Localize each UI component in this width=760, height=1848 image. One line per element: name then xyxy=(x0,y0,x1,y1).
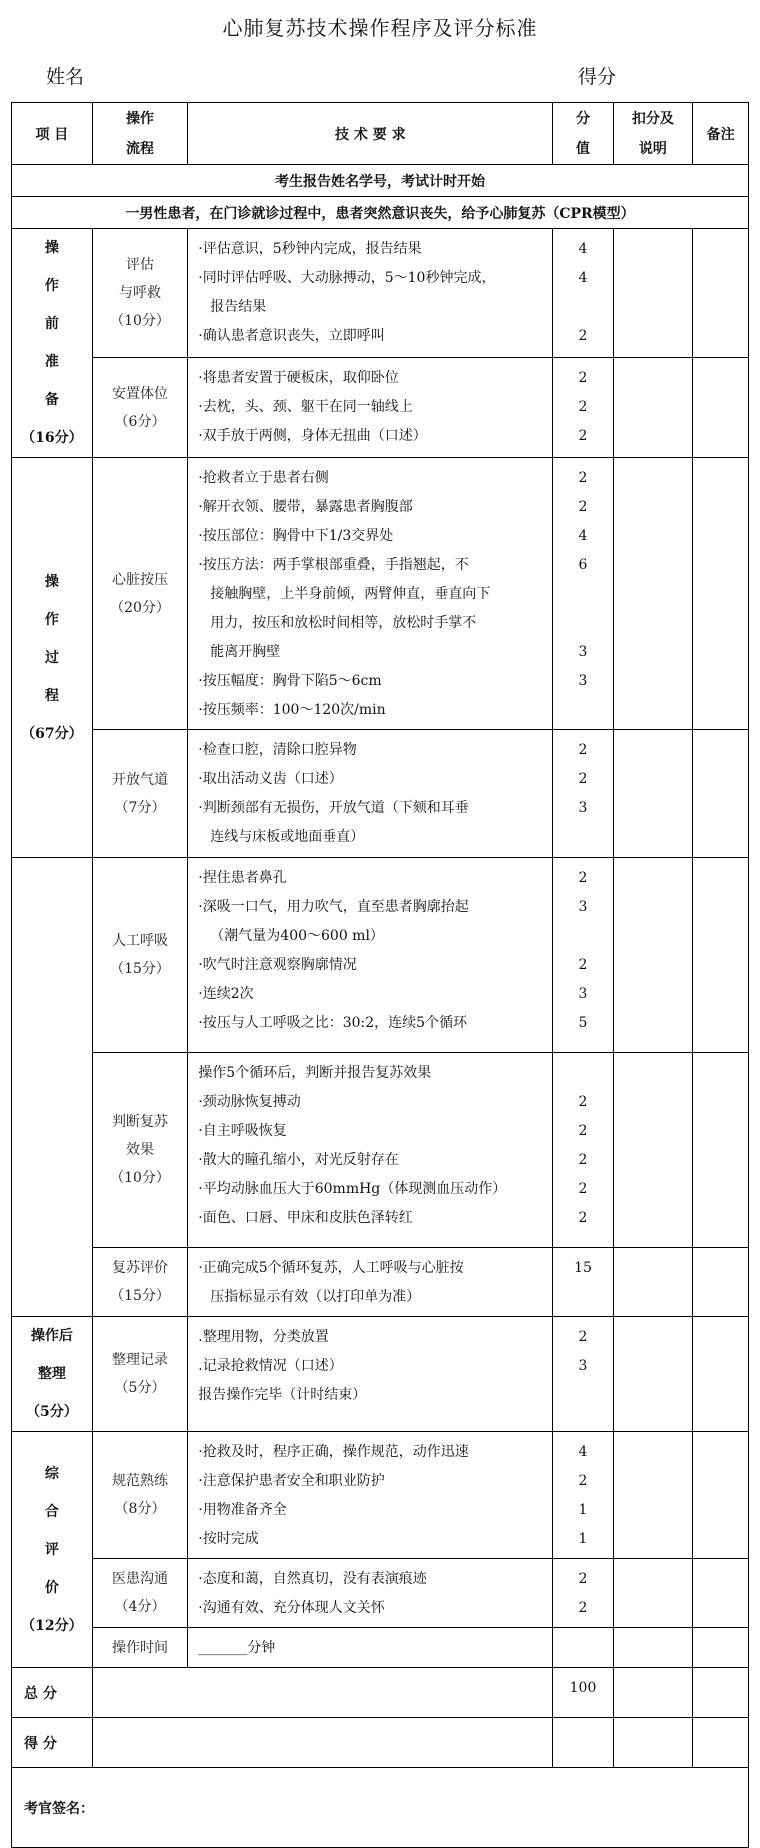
points-value: 3 xyxy=(578,800,588,816)
requirement-line: 能离开胸壁 xyxy=(210,644,281,660)
step-label-line: 判断复苏 xyxy=(112,1114,169,1130)
deduct-cell[interactable] xyxy=(613,458,693,730)
step-cell xyxy=(92,1248,188,1317)
step-label-line: （8分） xyxy=(114,1501,166,1517)
requirement-line: ·评估意识，5秒钟内完成，报告结果 xyxy=(198,241,422,257)
banner-row-2 xyxy=(12,197,749,229)
points-value: 2 xyxy=(578,870,588,886)
points-value xyxy=(553,1634,612,1663)
requirement-line: ·捏住患者鼻孔 xyxy=(198,870,287,886)
step-label-line: 效果 xyxy=(126,1142,155,1158)
table-row xyxy=(12,858,749,1053)
header-points-line1: 分 xyxy=(575,110,590,127)
section-proc-continued xyxy=(12,858,93,1317)
section-pre-line: （16分） xyxy=(21,430,83,446)
step-label-line: （10分） xyxy=(110,1170,170,1186)
section-pre-line: 备 xyxy=(44,392,59,408)
section-proc-line: 程 xyxy=(44,687,59,704)
notes-cell[interactable] xyxy=(693,358,749,458)
requirements-cell xyxy=(188,1053,553,1248)
step-cell xyxy=(92,1317,188,1432)
points-value: 4 xyxy=(578,528,588,544)
table-row xyxy=(12,1432,749,1559)
requirement-line: 报告操作完毕（计时结束） xyxy=(198,1387,367,1403)
notes-cell[interactable] xyxy=(693,730,749,858)
requirement-line: ·将患者安置于硬板床，取仰卧位 xyxy=(198,370,399,387)
section-proc-line: 过 xyxy=(44,649,59,666)
section-pre-line: 作 xyxy=(44,278,59,294)
points-value: 2 xyxy=(578,399,588,416)
requirement-line: ·按压频率：100～120次/min xyxy=(198,702,386,718)
points-value: 2 xyxy=(578,1329,588,1345)
points-value xyxy=(553,696,612,725)
requirement-line: .记录抢救情况（口述） xyxy=(198,1358,343,1374)
requirement-line: ·按压与人工呼吸之比：30:2，连续5个循环 xyxy=(198,1015,468,1031)
deduct-cell[interactable] xyxy=(613,858,693,1053)
notes-cell[interactable] xyxy=(693,1248,749,1317)
points-value: 1 xyxy=(578,1502,588,1518)
requirement-line: 连线与床板或地面垂直） xyxy=(210,829,365,845)
notes-cell[interactable] xyxy=(693,858,749,1053)
points-value: 2 xyxy=(578,470,588,486)
header-flow-line1: 操作 xyxy=(126,110,155,127)
requirement-line: ·连续2次 xyxy=(198,986,254,1002)
requirement-line: ·散大的瞳孔缩小，对光反射存在 xyxy=(198,1152,399,1168)
step-label-line: （4分） xyxy=(114,1599,166,1615)
step-label-line: （7分） xyxy=(114,799,166,816)
examiner-row xyxy=(12,1768,749,1848)
table-row xyxy=(12,1317,749,1432)
points-value xyxy=(553,823,612,852)
requirement-line: ·按时完成 xyxy=(198,1531,259,1547)
section-eval-line: （12分） xyxy=(21,1617,83,1634)
points-value: 4 xyxy=(578,270,588,286)
points-value: 2 xyxy=(578,1123,588,1139)
step-cell xyxy=(92,1559,188,1628)
table-row xyxy=(12,358,749,458)
points-value: 2 xyxy=(578,1571,588,1587)
score-deduct-cell[interactable] xyxy=(613,1718,693,1768)
points-value xyxy=(553,580,612,609)
points-value: 1 xyxy=(578,1531,588,1547)
score-label: 得分 xyxy=(578,66,617,88)
requirement-line: ·注意保护患者安全和职业防护 xyxy=(198,1473,385,1489)
section-proc-line: 操 xyxy=(44,573,59,590)
points-value: 3 xyxy=(578,899,588,915)
notes-cell[interactable] xyxy=(693,1053,749,1248)
step-label-line: 评估 xyxy=(126,257,155,274)
header-flow xyxy=(92,103,188,165)
deduct-cell[interactable] xyxy=(613,1248,693,1317)
points-cell xyxy=(553,358,613,458)
total-empty xyxy=(92,1668,553,1718)
table-row xyxy=(12,1559,749,1628)
requirement-line: ·平均动脉血压大于60mmHg（体现测血压动作） xyxy=(198,1181,507,1197)
header-deduct xyxy=(613,103,693,165)
points-value xyxy=(553,922,612,951)
step-label-line: 规范熟练 xyxy=(112,1473,169,1489)
requirement-line: ·确认患者意识丧失，立即呼叫 xyxy=(198,328,385,344)
requirement-line: ·按压幅度：胸骨下陷5～6cm xyxy=(198,673,382,689)
requirement-line: ·去枕，头、颈、躯干在同一轴线上 xyxy=(198,399,413,416)
points-cell xyxy=(553,1559,613,1628)
step-cell xyxy=(92,1628,188,1668)
header-requirements: 技 术 要 求 xyxy=(188,103,553,165)
requirement-line: 操作5个循环后，判断并报告复苏效果 xyxy=(198,1065,432,1081)
requirement-line: ·取出活动义齿（口述） xyxy=(198,771,343,787)
step-label-line: 人工呼吸 xyxy=(112,933,169,949)
section-eval-line: 评 xyxy=(44,1541,59,1558)
points-value: 2 xyxy=(578,1473,588,1489)
step-label-line: （5分） xyxy=(114,1380,166,1396)
total-value: 100 xyxy=(553,1668,613,1718)
requirements-cell xyxy=(188,858,553,1053)
header-points xyxy=(553,103,613,165)
section-post-line: 整理 xyxy=(37,1366,66,1382)
points-cell xyxy=(553,1053,613,1248)
points-value: 4 xyxy=(578,1444,588,1460)
step-cell xyxy=(92,1432,188,1559)
points-value xyxy=(553,609,612,638)
points-cell xyxy=(553,1432,613,1559)
points-value: 2 xyxy=(578,742,588,758)
points-value: 3 xyxy=(578,673,588,689)
requirements-cell xyxy=(188,229,553,358)
section-proc-line: 作 xyxy=(44,611,59,628)
requirement-line: （潮气量为400～600 ml） xyxy=(210,928,384,944)
requirement-line: .整理用物，分类放置 xyxy=(198,1329,329,1345)
document-title: 心肺复苏技术操作程序及评分标准 xyxy=(222,16,538,40)
header-row xyxy=(12,103,749,165)
deduct-cell[interactable] xyxy=(613,1053,693,1248)
notes-cell[interactable] xyxy=(693,1432,749,1559)
requirement-line: ·用物准备齐全 xyxy=(198,1502,287,1518)
requirement-line: ·判断颈部有无损伤，开放气道（下颏和耳垂 xyxy=(198,800,469,816)
points-value xyxy=(553,1381,612,1410)
requirements-cell xyxy=(188,1317,553,1432)
section-proc xyxy=(12,458,93,858)
points-value: 2 xyxy=(578,499,588,515)
name-label: 姓名 xyxy=(46,66,85,88)
table-row xyxy=(12,1053,749,1248)
total-notes-cell[interactable] xyxy=(693,1668,749,1718)
section-pre-line: 前 xyxy=(44,316,59,332)
requirements-cell xyxy=(188,1248,553,1317)
total-row xyxy=(12,1668,749,1718)
deduct-cell[interactable] xyxy=(613,1628,693,1668)
requirement-line: ·面色、口唇、甲床和皮肤色泽转红 xyxy=(198,1210,413,1226)
requirements-cell xyxy=(188,1628,553,1668)
notes-cell[interactable] xyxy=(693,1559,749,1628)
step-label-line: （15分） xyxy=(110,1288,170,1304)
step-label-line: 医患沟通 xyxy=(112,1571,169,1587)
requirement-line: ·按压部位：胸骨中下1/3交界处 xyxy=(198,528,394,544)
points-value xyxy=(553,293,612,322)
points-value: 15 xyxy=(574,1260,592,1276)
requirement-line: ·同时评估呼吸、大动脉搏动，5～10秒钟完成， xyxy=(198,270,496,286)
score-total-label: 得 分 xyxy=(12,1718,93,1768)
points-value xyxy=(553,1059,612,1088)
requirement-line: 压指标显示有效（以打印单为准） xyxy=(210,1289,421,1305)
step-label-line: 操作时间 xyxy=(112,1639,169,1656)
header-flow-line2: 流程 xyxy=(126,140,155,157)
section-eval-line: 综 xyxy=(44,1465,59,1482)
points-value: 5 xyxy=(578,1015,588,1031)
total-label: 总 分 xyxy=(12,1668,93,1718)
section-eval-line: 合 xyxy=(44,1503,59,1520)
step-cell xyxy=(92,858,188,1053)
banner-start: 考生报告姓名学号，考试计时开始 xyxy=(12,165,749,197)
requirement-line: ·态度和蔼，自然真切，没有表演痕迹 xyxy=(198,1571,427,1587)
header-deduct-line1: 扣分及 xyxy=(631,110,674,127)
requirement-line: _______分钟 xyxy=(198,1640,276,1656)
requirement-line: ·按压方法：两手掌根部重叠，手指翘起，不 xyxy=(198,557,469,573)
points-cell xyxy=(553,1317,613,1432)
points-cell xyxy=(553,229,613,358)
deduct-cell[interactable] xyxy=(613,1317,693,1432)
step-label-line: 心脏按压 xyxy=(112,571,169,588)
header-points-line2: 值 xyxy=(575,140,590,157)
section-eval-line: 价 xyxy=(44,1579,59,1596)
step-label-line: 整理记录 xyxy=(112,1352,169,1368)
notes-cell[interactable] xyxy=(693,229,749,358)
points-value: 3 xyxy=(578,986,588,1002)
requirement-line: ·吹气时注意观察胸廓情况 xyxy=(198,957,357,973)
deduct-cell[interactable] xyxy=(613,1432,693,1559)
score-notes-cell[interactable] xyxy=(693,1718,749,1768)
points-value: 2 xyxy=(578,1094,588,1110)
points-value: 2 xyxy=(578,1600,588,1616)
banner-scenario: 一男性患者，在门诊就诊过程中，患者突然意识丧失，给予心肺复苏（CPR模型） xyxy=(12,197,749,229)
points-value: 2 xyxy=(578,428,588,445)
table-row xyxy=(12,730,749,858)
section-pre xyxy=(12,229,93,458)
points-cell xyxy=(553,458,613,730)
points-value: 3 xyxy=(578,1358,588,1374)
requirements-cell xyxy=(188,1432,553,1559)
points-cell xyxy=(553,1248,613,1317)
step-label-line: 安置体位 xyxy=(112,385,169,402)
requirement-line: ·抢救及时，程序正确，操作规范，动作迅速 xyxy=(198,1444,469,1460)
step-label-line: 开放气道 xyxy=(112,771,169,788)
step-cell xyxy=(92,358,188,458)
requirement-line: ·检查口腔，清除口腔异物 xyxy=(198,742,357,758)
step-label-line: （15分） xyxy=(110,961,170,977)
table-row xyxy=(12,1628,749,1668)
banner-row-1 xyxy=(12,165,749,197)
step-label-line: 与呼救 xyxy=(119,285,162,302)
requirement-line: ·正确完成5个循环复苏，人工呼吸与心脏按 xyxy=(198,1260,464,1276)
step-label-line: 复苏评价 xyxy=(112,1260,169,1276)
requirement-line: ·解开衣领、腰带，暴露患者胸腹部 xyxy=(198,499,413,515)
requirement-line: 报告结果 xyxy=(210,299,267,315)
points-value: 2 xyxy=(578,370,588,387)
requirement-line: ·抢救者立于患者右侧 xyxy=(198,470,329,486)
header-notes: 备注 xyxy=(693,103,749,165)
section-post-line: 操作后 xyxy=(30,1328,73,1344)
requirement-line: 接触胸壁，上半身前倾，两臂伸直，垂直向下 xyxy=(210,586,491,602)
points-value: 2 xyxy=(578,1152,588,1168)
requirements-cell xyxy=(188,458,553,730)
score-input-cell[interactable] xyxy=(92,1718,553,1768)
requirement-line: 用力，按压和放松时间相等，放松时手掌不 xyxy=(210,615,477,631)
step-label-line: （20分） xyxy=(110,599,170,616)
section-eval xyxy=(12,1432,93,1668)
score-points-cell[interactable] xyxy=(553,1718,613,1768)
points-cell xyxy=(553,1628,613,1668)
points-value: 3 xyxy=(578,644,588,660)
step-label-line: （10分） xyxy=(110,313,170,330)
points-value xyxy=(553,1283,612,1312)
section-pre-line: 操 xyxy=(44,240,59,256)
step-label-line: （6分） xyxy=(114,413,166,430)
points-cell xyxy=(553,730,613,858)
deduct-cell[interactable] xyxy=(613,730,693,858)
section-post xyxy=(12,1317,93,1432)
deduct-cell[interactable] xyxy=(613,358,693,458)
points-value: 2 xyxy=(578,328,588,344)
requirement-line: ·自主呼吸恢复 xyxy=(198,1123,287,1139)
requirements-cell xyxy=(188,1559,553,1628)
requirements-cell xyxy=(188,730,553,858)
requirement-line: ·沟通有效、充分体现人文关怀 xyxy=(198,1600,385,1616)
total-deduct-cell[interactable] xyxy=(613,1668,693,1718)
table-row xyxy=(12,229,749,358)
points-value: 6 xyxy=(578,557,588,573)
points-cell xyxy=(553,858,613,1053)
section-proc-line: （67分） xyxy=(21,725,83,742)
points-value: 2 xyxy=(578,1210,588,1226)
step-cell xyxy=(92,1053,188,1248)
requirement-line: ·颈动脉恢复搏动 xyxy=(198,1094,301,1110)
section-post-line: （5分） xyxy=(26,1404,78,1420)
header-deduct-line2: 说明 xyxy=(638,140,667,157)
step-cell xyxy=(92,229,188,358)
deduct-cell[interactable] xyxy=(613,1559,693,1628)
scoring-table xyxy=(11,102,749,1848)
points-value: 2 xyxy=(578,771,588,787)
requirement-line: ·深吸一口气，用力吹气，直至患者胸廓抬起 xyxy=(198,899,469,915)
requirement-line: ·双手放于两侧，身体无扭曲（口述） xyxy=(198,428,427,445)
notes-cell[interactable] xyxy=(693,458,749,730)
examiner-signature-field[interactable]: 考官签名： xyxy=(12,1768,749,1848)
requirements-cell xyxy=(188,358,553,458)
notes-cell[interactable] xyxy=(693,1628,749,1668)
points-value: 4 xyxy=(578,241,588,257)
points-value: 2 xyxy=(578,957,588,973)
score-row xyxy=(12,1718,749,1768)
step-cell xyxy=(92,458,188,730)
header-item: 项 目 xyxy=(12,103,93,165)
notes-cell[interactable] xyxy=(693,1317,749,1432)
section-pre-line: 准 xyxy=(44,354,59,370)
deduct-cell[interactable] xyxy=(613,229,693,358)
table-row xyxy=(12,458,749,730)
points-value: 2 xyxy=(578,1181,588,1197)
step-cell xyxy=(92,730,188,858)
table-row xyxy=(12,1248,749,1317)
